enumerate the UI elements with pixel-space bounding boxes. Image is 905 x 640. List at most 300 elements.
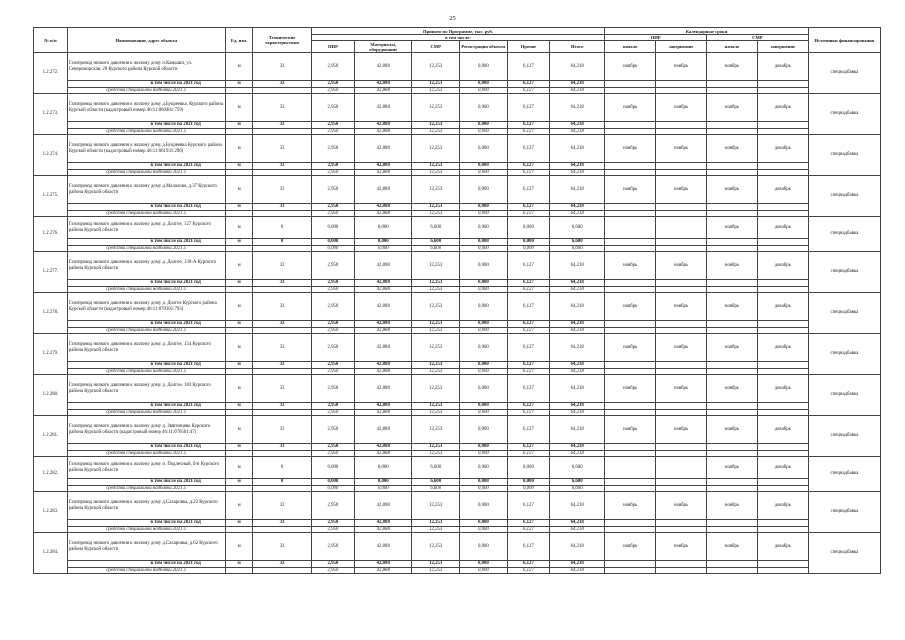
smr-cell: 12,253 <box>412 334 460 362</box>
unit-cell: м <box>225 293 253 321</box>
tech-cell: 33 <box>253 492 311 520</box>
other-cell: 6,127 <box>507 321 549 328</box>
header-cost-smr: СМР <box>412 41 460 53</box>
unit-cell: м <box>225 122 253 129</box>
materials-cell: 0,000 <box>355 217 412 239</box>
other-cell: 0,000 <box>507 457 549 479</box>
funding-row <box>34 567 881 574</box>
total-cell: 6,600 <box>550 479 605 486</box>
smr-end-cell: декабрь <box>757 53 808 81</box>
smr-cell: 12,253 <box>412 492 460 520</box>
pir-end-cell: ноябрь <box>656 533 707 561</box>
other-cell: 6,127 <box>507 286 549 293</box>
registration-cell: 0,000 <box>460 53 508 81</box>
page-number: 25 <box>449 15 456 22</box>
smr-end-cell: декабрь <box>757 135 808 163</box>
unit-cell: м <box>225 403 253 410</box>
header-sched-pir-end: завершение <box>656 41 707 53</box>
funding-label: средства специальной надбавки 2021 г. <box>67 87 225 94</box>
pir-cell: 0,000 <box>311 485 354 492</box>
row-number: 1.2.275. <box>34 176 68 217</box>
unit-cell: м <box>225 334 253 362</box>
pir-start-cell <box>605 217 656 239</box>
other-cell: 6,127 <box>507 526 549 533</box>
materials-cell: 42,888 <box>355 176 412 204</box>
other-cell: 0,000 <box>507 239 549 246</box>
registration-cell: 0,000 <box>460 280 508 287</box>
subtotal-label: в том числе на 2021 год <box>67 479 225 486</box>
row-number: 1.2.280. <box>34 375 68 416</box>
materials-cell: 42,888 <box>355 520 412 527</box>
source-cell: спецнадбавка <box>808 293 880 334</box>
smr-cell: 12,253 <box>412 163 460 170</box>
smr-cell: 12,253 <box>412 321 460 328</box>
other-cell: 6,127 <box>507 169 549 176</box>
smr-end-cell: декабрь <box>757 94 808 122</box>
total-cell: 64,218 <box>550 94 605 122</box>
other-cell: 6,127 <box>507 416 549 444</box>
table-row <box>34 176 881 204</box>
total-cell: 64,218 <box>550 210 605 217</box>
pir-cell: 2,950 <box>311 87 354 94</box>
tech-cell: 0 <box>253 239 311 246</box>
smr-cell: 6,600 <box>412 239 460 246</box>
other-cell: 6,127 <box>507 53 549 81</box>
registration-cell: 0,000 <box>460 416 508 444</box>
smr-start-cell: ноябрь <box>707 375 758 403</box>
total-cell: 64,218 <box>550 122 605 129</box>
registration-cell: 0,000 <box>460 163 508 170</box>
registration-cell: 0,000 <box>460 561 508 568</box>
header-tech: Технические характеристики <box>253 28 311 53</box>
object-name: Газопровод низкого давления к жилому дому д. Долгое, 154 Курского района Курской области <box>67 334 225 362</box>
funding-label: средства специальной надбавки 2021 г. <box>67 245 225 252</box>
other-cell: 6,127 <box>507 492 549 520</box>
subtotal-label: в том числе на 2021 год <box>67 204 225 211</box>
other-cell: 6,127 <box>507 128 549 135</box>
registration-cell: 0,000 <box>460 204 508 211</box>
funding-label: средства специальной надбавки 2021 г. <box>67 567 225 574</box>
pir-end-cell: ноябрь <box>656 94 707 122</box>
pir-cell: 2,950 <box>311 135 354 163</box>
table-row <box>34 293 881 321</box>
unit-cell: м <box>225 239 253 246</box>
source-cell: спецнадбавка <box>808 334 880 375</box>
smr-end-cell: декабрь <box>757 334 808 362</box>
materials-cell: 42,888 <box>355 293 412 321</box>
header-source: Источники финансирования <box>808 28 880 53</box>
total-cell: 64,218 <box>550 280 605 287</box>
smr-start-cell: ноябрь <box>707 53 758 81</box>
subtotal-label: в том числе на 2021 год <box>67 362 225 369</box>
table-row <box>34 94 881 122</box>
pir-end-cell <box>656 217 707 239</box>
materials-cell: 0,000 <box>355 245 412 252</box>
smr-start-cell: ноябрь <box>707 416 758 444</box>
funding-label: средства специальной надбавки 2021 г. <box>67 169 225 176</box>
smr-end-cell: декабрь <box>757 533 808 561</box>
smr-cell: 12,253 <box>412 286 460 293</box>
source-cell: спецнадбавка <box>808 176 880 217</box>
other-cell: 6,127 <box>507 334 549 362</box>
source-cell: спецнадбавка <box>808 457 880 492</box>
object-name: Газопровод низкого давления к жилому дому д. Долгое, 130-А Курского района Курской области <box>67 252 225 280</box>
tech-cell: 0 <box>253 217 311 239</box>
other-cell: 6,127 <box>507 210 549 217</box>
materials-cell: 42,888 <box>355 561 412 568</box>
pir-cell: 2,950 <box>311 492 354 520</box>
smr-cell: 6,600 <box>412 245 460 252</box>
unit-cell: м <box>225 416 253 444</box>
smr-cell: 6,600 <box>412 479 460 486</box>
header-sched-smr: СМР <box>707 35 809 41</box>
pir-end-cell: ноябрь <box>656 375 707 403</box>
smr-cell: 12,253 <box>412 293 460 321</box>
total-cell: 6,600 <box>550 239 605 246</box>
pir-cell: 2,950 <box>311 53 354 81</box>
pir-cell: 2,950 <box>311 252 354 280</box>
pir-end-cell: ноябрь <box>656 135 707 163</box>
pir-cell: 2,950 <box>311 128 354 135</box>
registration-cell: 0,000 <box>460 176 508 204</box>
unit-cell: м <box>225 204 253 211</box>
tech-cell: 33 <box>253 163 311 170</box>
smr-cell: 12,253 <box>412 122 460 129</box>
materials-cell: 0,000 <box>355 479 412 486</box>
smr-cell: 6,600 <box>412 485 460 492</box>
smr-cell: 12,253 <box>412 409 460 416</box>
empty-cell <box>707 567 758 574</box>
total-cell: 64,218 <box>550 334 605 362</box>
header-cost-registration: Регистрация объекта <box>460 41 508 53</box>
total-cell: 64,218 <box>550 163 605 170</box>
table-row <box>34 135 881 163</box>
total-cell: 64,218 <box>550 135 605 163</box>
tech-cell: 0 <box>253 457 311 479</box>
pir-end-cell: ноябрь <box>656 416 707 444</box>
unit-cell: м <box>225 81 253 88</box>
total-cell: 64,218 <box>550 492 605 520</box>
empty-cell <box>253 567 311 574</box>
registration-cell: 0,000 <box>460 444 508 451</box>
header-name: Наименование, адрес объекта <box>67 28 225 53</box>
pir-start-cell: ноябрь <box>605 135 656 163</box>
registration-cell: 0,000 <box>460 334 508 362</box>
registration-cell: 0,000 <box>460 87 508 94</box>
pir-cell: 2,950 <box>311 520 354 527</box>
pir-cell: 2,950 <box>311 286 354 293</box>
object-name: Газопровод низкого давления к жилому дому д.Букреевка, Курского района Курской области (кадастровый номер 46:11:060401:759) <box>67 94 225 122</box>
pir-cell: 0,000 <box>311 479 354 486</box>
registration-cell: 0,000 <box>460 245 508 252</box>
other-cell: 6,127 <box>507 176 549 204</box>
total-cell: 64,218 <box>550 81 605 88</box>
source-cell: спецнадбавка <box>808 375 880 416</box>
pir-start-cell: ноябрь <box>605 492 656 520</box>
registration-cell: 0,000 <box>460 485 508 492</box>
pir-cell: 2,950 <box>311 403 354 410</box>
total-cell: 64,218 <box>550 87 605 94</box>
pir-start-cell <box>605 457 656 479</box>
smr-end-cell: декабрь <box>757 492 808 520</box>
total-cell: 64,218 <box>550 520 605 527</box>
total-cell: 6,600 <box>550 485 605 492</box>
header-cost-total: Итого <box>550 41 605 53</box>
tech-cell: 33 <box>253 533 311 561</box>
smr-cell: 12,253 <box>412 450 460 457</box>
funding-label: средства специальной надбавки 2021 г. <box>67 368 225 375</box>
table-row <box>34 375 881 403</box>
materials-cell: 42,888 <box>355 252 412 280</box>
smr-cell: 12,253 <box>412 416 460 444</box>
smr-end-cell: декабрь <box>757 416 808 444</box>
smr-cell: 12,253 <box>412 128 460 135</box>
source-cell: спецнадбавка <box>808 492 880 533</box>
row-number: 1.2.276. <box>34 217 68 252</box>
registration-cell: 0,000 <box>460 210 508 217</box>
header-num: № п/п <box>34 28 68 53</box>
unit-cell: м <box>225 252 253 280</box>
subtotal-label: в том числе на 2021 год <box>67 444 225 451</box>
object-name: Газопровод низкого давления к жилому дому д. Звягинцево Курского района Курской области (кадастровый номер 46:11:070501:47) <box>67 416 225 444</box>
total-cell: 64,218 <box>550 321 605 328</box>
total-cell: 64,218 <box>550 252 605 280</box>
pir-cell: 0,000 <box>311 217 354 239</box>
tech-cell: 33 <box>253 293 311 321</box>
tech-cell: 33 <box>253 280 311 287</box>
table-row <box>34 533 881 561</box>
smr-end-cell: декабрь <box>757 176 808 204</box>
total-cell: 64,218 <box>550 526 605 533</box>
other-cell: 6,127 <box>507 163 549 170</box>
registration-cell: 0,000 <box>460 135 508 163</box>
unit-cell: м <box>225 479 253 486</box>
smr-end-cell: декабрь <box>757 293 808 321</box>
total-cell: 6,600 <box>550 457 605 479</box>
object-name: Газопровод низкого давления к жилому дому д.Малахово, д.37 Курского района Курской области <box>67 176 225 204</box>
subtotal-label: в том числе на 2021 год <box>67 81 225 88</box>
materials-cell: 0,000 <box>355 239 412 246</box>
other-cell: 6,127 <box>507 122 549 129</box>
smr-cell: 12,253 <box>412 403 460 410</box>
funding-label: средства специальной надбавки 2021 г. <box>67 210 225 217</box>
header-sched-smr-start: начало <box>707 41 758 53</box>
header-cost-group: Принято по Программе, тыс. руб. <box>311 28 605 35</box>
materials-cell: 42,888 <box>355 492 412 520</box>
other-cell: 0,000 <box>507 217 549 239</box>
total-cell: 64,218 <box>550 450 605 457</box>
pir-cell: 2,950 <box>311 561 354 568</box>
row-number: 1.2.273. <box>34 94 68 135</box>
smr-start-cell: ноябрь <box>707 252 758 280</box>
pir-end-cell: ноябрь <box>656 492 707 520</box>
unit-cell: м <box>225 321 253 328</box>
row-number: 1.2.278. <box>34 293 68 334</box>
source-cell: спецнадбавка <box>808 533 880 574</box>
other-cell: 6,127 <box>507 293 549 321</box>
pir-cell: 0,000 <box>311 245 354 252</box>
total-cell: 64,218 <box>550 362 605 369</box>
smr-start-cell: ноябрь <box>707 293 758 321</box>
registration-cell: 0,000 <box>460 450 508 457</box>
smr-cell: 12,253 <box>412 81 460 88</box>
row-number: 1.2.272. <box>34 53 68 94</box>
tech-cell: 33 <box>253 444 311 451</box>
funding-label: средства специальной надбавки 2021 г. <box>67 286 225 293</box>
other-cell: 6,127 <box>507 567 549 574</box>
total-cell: 64,218 <box>550 375 605 403</box>
smr-start-cell: ноябрь <box>707 492 758 520</box>
source-cell: спецнадбавка <box>808 53 880 94</box>
total-cell: 64,218 <box>550 204 605 211</box>
pir-start-cell: ноябрь <box>605 53 656 81</box>
materials-cell: 42,888 <box>355 450 412 457</box>
unit-cell: м <box>225 217 253 239</box>
tech-cell: 33 <box>253 176 311 204</box>
tech-cell: 33 <box>253 362 311 369</box>
registration-cell: 0,000 <box>460 457 508 479</box>
smr-cell: 12,253 <box>412 169 460 176</box>
tech-cell: 0 <box>253 479 311 486</box>
other-cell: 6,127 <box>507 280 549 287</box>
pir-cell: 2,950 <box>311 416 354 444</box>
smr-cell: 12,253 <box>412 176 460 204</box>
header-unit: Ед. изм. <box>225 28 253 53</box>
total-cell: 64,218 <box>550 561 605 568</box>
other-cell: 6,127 <box>507 520 549 527</box>
pir-cell: 2,950 <box>311 327 354 334</box>
materials-cell: 42,888 <box>355 416 412 444</box>
smr-cell: 12,253 <box>412 252 460 280</box>
registration-cell: 0,000 <box>460 122 508 129</box>
other-cell: 6,127 <box>507 94 549 122</box>
row-number: 1.2.279. <box>34 334 68 375</box>
other-cell: 6,127 <box>507 87 549 94</box>
unit-cell: м <box>225 533 253 561</box>
registration-cell: 0,000 <box>460 375 508 403</box>
smr-start-cell: ноябрь <box>707 217 758 239</box>
pir-start-cell: ноябрь <box>605 293 656 321</box>
other-cell: 6,127 <box>507 444 549 451</box>
tech-cell: 33 <box>253 321 311 328</box>
table-body <box>34 53 881 574</box>
smr-cell: 12,253 <box>412 53 460 81</box>
registration-cell: 0,000 <box>460 409 508 416</box>
registration-cell: 0,000 <box>460 368 508 375</box>
materials-cell: 42,888 <box>355 321 412 328</box>
smr-end-cell: декабрь <box>757 457 808 479</box>
registration-cell: 0,000 <box>460 239 508 246</box>
object-name: Газопровод низкого давления к жилому дому д.Сахаровка, д.62 Курского района Курской области <box>67 533 225 561</box>
table-row <box>34 252 881 280</box>
subtotal-label: в том числе на 2021 год <box>67 122 225 129</box>
smr-cell: 12,253 <box>412 567 460 574</box>
registration-cell: 0,000 <box>460 252 508 280</box>
pir-end-cell: ноябрь <box>656 252 707 280</box>
materials-cell: 42,888 <box>355 280 412 287</box>
pir-start-cell: ноябрь <box>605 94 656 122</box>
header-sched-pir: ПИР <box>605 35 707 41</box>
smr-start-cell: ноябрь <box>707 135 758 163</box>
registration-cell: 0,000 <box>460 81 508 88</box>
unit-cell: м <box>225 53 253 81</box>
unit-cell: м <box>225 492 253 520</box>
materials-cell: 42,888 <box>355 210 412 217</box>
materials-cell: 42,888 <box>355 94 412 122</box>
smr-cell: 12,253 <box>412 533 460 561</box>
empty-cell <box>605 567 656 574</box>
pir-cell: 2,950 <box>311 526 354 533</box>
materials-cell: 42,888 <box>355 362 412 369</box>
smr-cell: 12,253 <box>412 87 460 94</box>
smr-cell: 12,253 <box>412 375 460 403</box>
source-cell: спецнадбавка <box>808 94 880 135</box>
tech-cell: 33 <box>253 334 311 362</box>
smr-cell: 12,253 <box>412 561 460 568</box>
pir-cell: 2,950 <box>311 362 354 369</box>
unit-cell: м <box>225 280 253 287</box>
total-cell: 64,218 <box>550 403 605 410</box>
pir-cell: 2,950 <box>311 210 354 217</box>
funding-label: средства специальной надбавки 2021 г. <box>67 327 225 334</box>
pir-start-cell: ноябрь <box>605 176 656 204</box>
object-name: Газопровод низкого давления к жилому дому д. Долгое, 183 Курского района Курской области <box>67 375 225 403</box>
registration-cell: 0,000 <box>460 526 508 533</box>
smr-cell: 6,600 <box>412 457 460 479</box>
registration-cell: 0,000 <box>460 217 508 239</box>
registration-cell: 0,000 <box>460 327 508 334</box>
subtotal-label: в том числе на 2021 год <box>67 561 225 568</box>
row-number: 1.2.274. <box>34 135 68 176</box>
pir-start-cell: ноябрь <box>605 334 656 362</box>
materials-cell: 42,888 <box>355 53 412 81</box>
total-cell: 64,218 <box>550 567 605 574</box>
other-cell: 6,127 <box>507 561 549 568</box>
other-cell: 0,000 <box>507 245 549 252</box>
header-cost-sub: в том числе: <box>311 35 605 41</box>
materials-cell: 0,000 <box>355 485 412 492</box>
table-row <box>34 416 881 444</box>
object-name: Газопровод низкого давления к жилому дому д. Долгое, 127 Курского района Курской области <box>67 217 225 239</box>
materials-cell: 42,888 <box>355 87 412 94</box>
total-cell: 6,600 <box>550 245 605 252</box>
smr-end-cell: декабрь <box>757 375 808 403</box>
materials-cell: 42,888 <box>355 444 412 451</box>
other-cell: 6,127 <box>507 375 549 403</box>
funding-label: средства специальной надбавки 2021 г. <box>67 409 225 416</box>
registration-cell: 0,000 <box>460 479 508 486</box>
subtotal-label: в том числе на 2021 год <box>67 321 225 328</box>
unit-cell: м <box>225 520 253 527</box>
smr-cell: 12,253 <box>412 204 460 211</box>
table-row <box>34 53 881 81</box>
unit-cell: м <box>225 135 253 163</box>
other-cell: 6,127 <box>507 533 549 561</box>
other-cell: 6,127 <box>507 409 549 416</box>
total-cell: 64,218 <box>550 176 605 204</box>
row-number: 1.2.284. <box>34 533 68 574</box>
total-cell: 64,218 <box>550 327 605 334</box>
unit-cell: м <box>225 457 253 479</box>
registration-cell: 0,000 <box>460 362 508 369</box>
materials-cell: 42,888 <box>355 409 412 416</box>
object-name: Газопровод низкого давления к жилому дому д.Сахаровка, д.22 Курского района Курской области <box>67 492 225 520</box>
row-number: 1.2.283. <box>34 492 68 533</box>
pir-cell: 2,950 <box>311 375 354 403</box>
funding-label: средства специальной надбавки 2021 г. <box>67 485 225 492</box>
other-cell: 6,127 <box>507 368 549 375</box>
total-cell: 64,218 <box>550 53 605 81</box>
